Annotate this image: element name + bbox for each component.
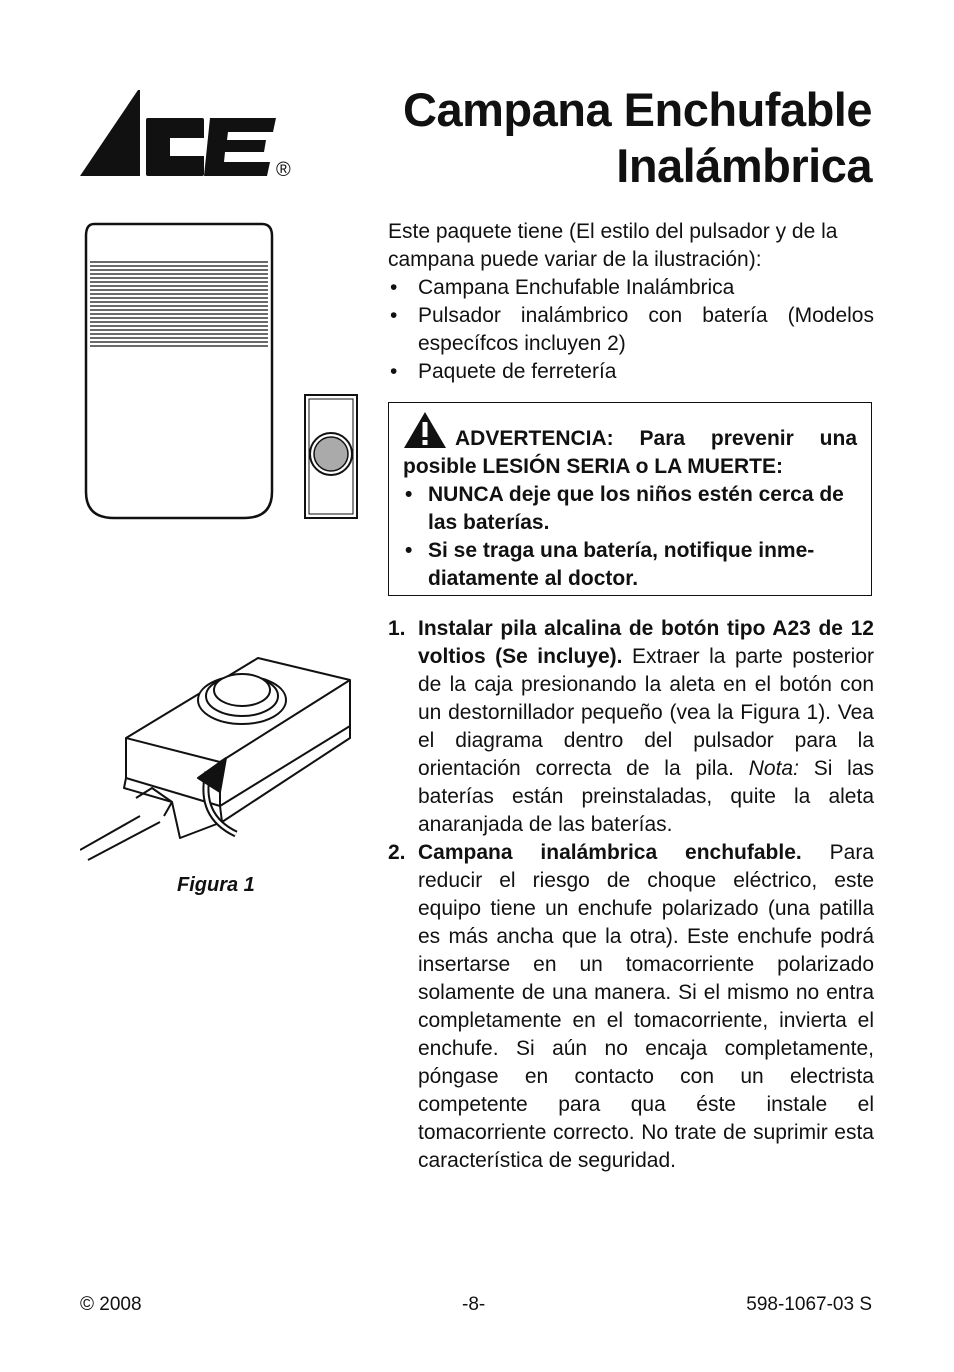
title-line-1: Campana Enchufable xyxy=(403,83,872,136)
warning-list xyxy=(403,481,857,593)
registered-mark: ® xyxy=(276,159,291,180)
page-title xyxy=(403,82,872,194)
step-number: 2. xyxy=(388,841,406,864)
step-note: Si las baterías están preinstaladas, quite la aleta anaranjada de las baterías. xyxy=(418,757,874,836)
step-item xyxy=(388,839,874,1175)
step-number: 1. xyxy=(388,617,406,640)
page-number: -8- xyxy=(462,1294,486,1315)
intro-text: Este paquete tiene (El estilo del pulsador y de la campana puede variar de la ilustración): xyxy=(388,220,838,271)
title-line-2: Inalámbrica xyxy=(616,139,872,192)
package-contents xyxy=(388,218,874,386)
list-item: • Campana Enchufable Inalámbrica xyxy=(388,274,874,302)
warning-triangle-icon xyxy=(403,411,447,449)
step-item xyxy=(388,615,874,839)
figure-1-illustration xyxy=(80,638,362,868)
step-heading: Campana inalámbrica enchufable. xyxy=(418,841,802,864)
push-button-illustration xyxy=(303,393,359,520)
list-item: • Si se traga una batería, notifique inmediatamente al doctor. xyxy=(403,537,857,593)
step-body: Extraer la parte posterior de la caja presionando la aleta en el botón con un destornillador pequeño (vea la Figura 1). Vea el diagrama dentro del pulsador para la orientación correcta de la pila. xyxy=(418,645,874,780)
document-code: 598-1067-03 S xyxy=(746,1294,872,1315)
warning-box xyxy=(388,402,872,596)
instruction-steps xyxy=(388,615,874,1175)
list-item: • NUNCA deje que los niños estén cerca de las baterías. xyxy=(403,481,857,537)
note-label: Nota: xyxy=(748,757,799,780)
list-item: • Pulsador inalámbrico con batería (Modelos específcos incluyen 2) xyxy=(388,302,874,358)
list-item: • Paquete de ferretería xyxy=(388,358,874,386)
chime-illustration xyxy=(80,222,280,522)
warning-heading: ADVERTENCIA: Para prevenir una posible LESIÓN SERIA o LA MUERTE: xyxy=(403,411,857,481)
copyright: © 2008 xyxy=(80,1294,142,1315)
ace-logo xyxy=(80,88,295,180)
figure-caption: Figura 1 xyxy=(177,874,255,896)
step-body: Para reducir el riesgo de choque eléctrico, este equipo tiene un enchufe polarizado (una patilla es más ancha que la otra). Este enchufe podrá insertarse en un tomacorriente polarizado solamente de una manera. Si el mismo no entra completamente en el tomacorriente, invierta el enchufe. Si aún no encaja completamente, póngase en contacto con un electrista competente para qua éste instale el tomacorriente correcto. No trate de suprimir esta característica de seguridad. xyxy=(418,841,874,1172)
step-heading: Instalar pila alcalina de botón tipo A23 de 12 voltios (Se incluye). xyxy=(418,617,874,668)
contents-list xyxy=(388,274,874,386)
